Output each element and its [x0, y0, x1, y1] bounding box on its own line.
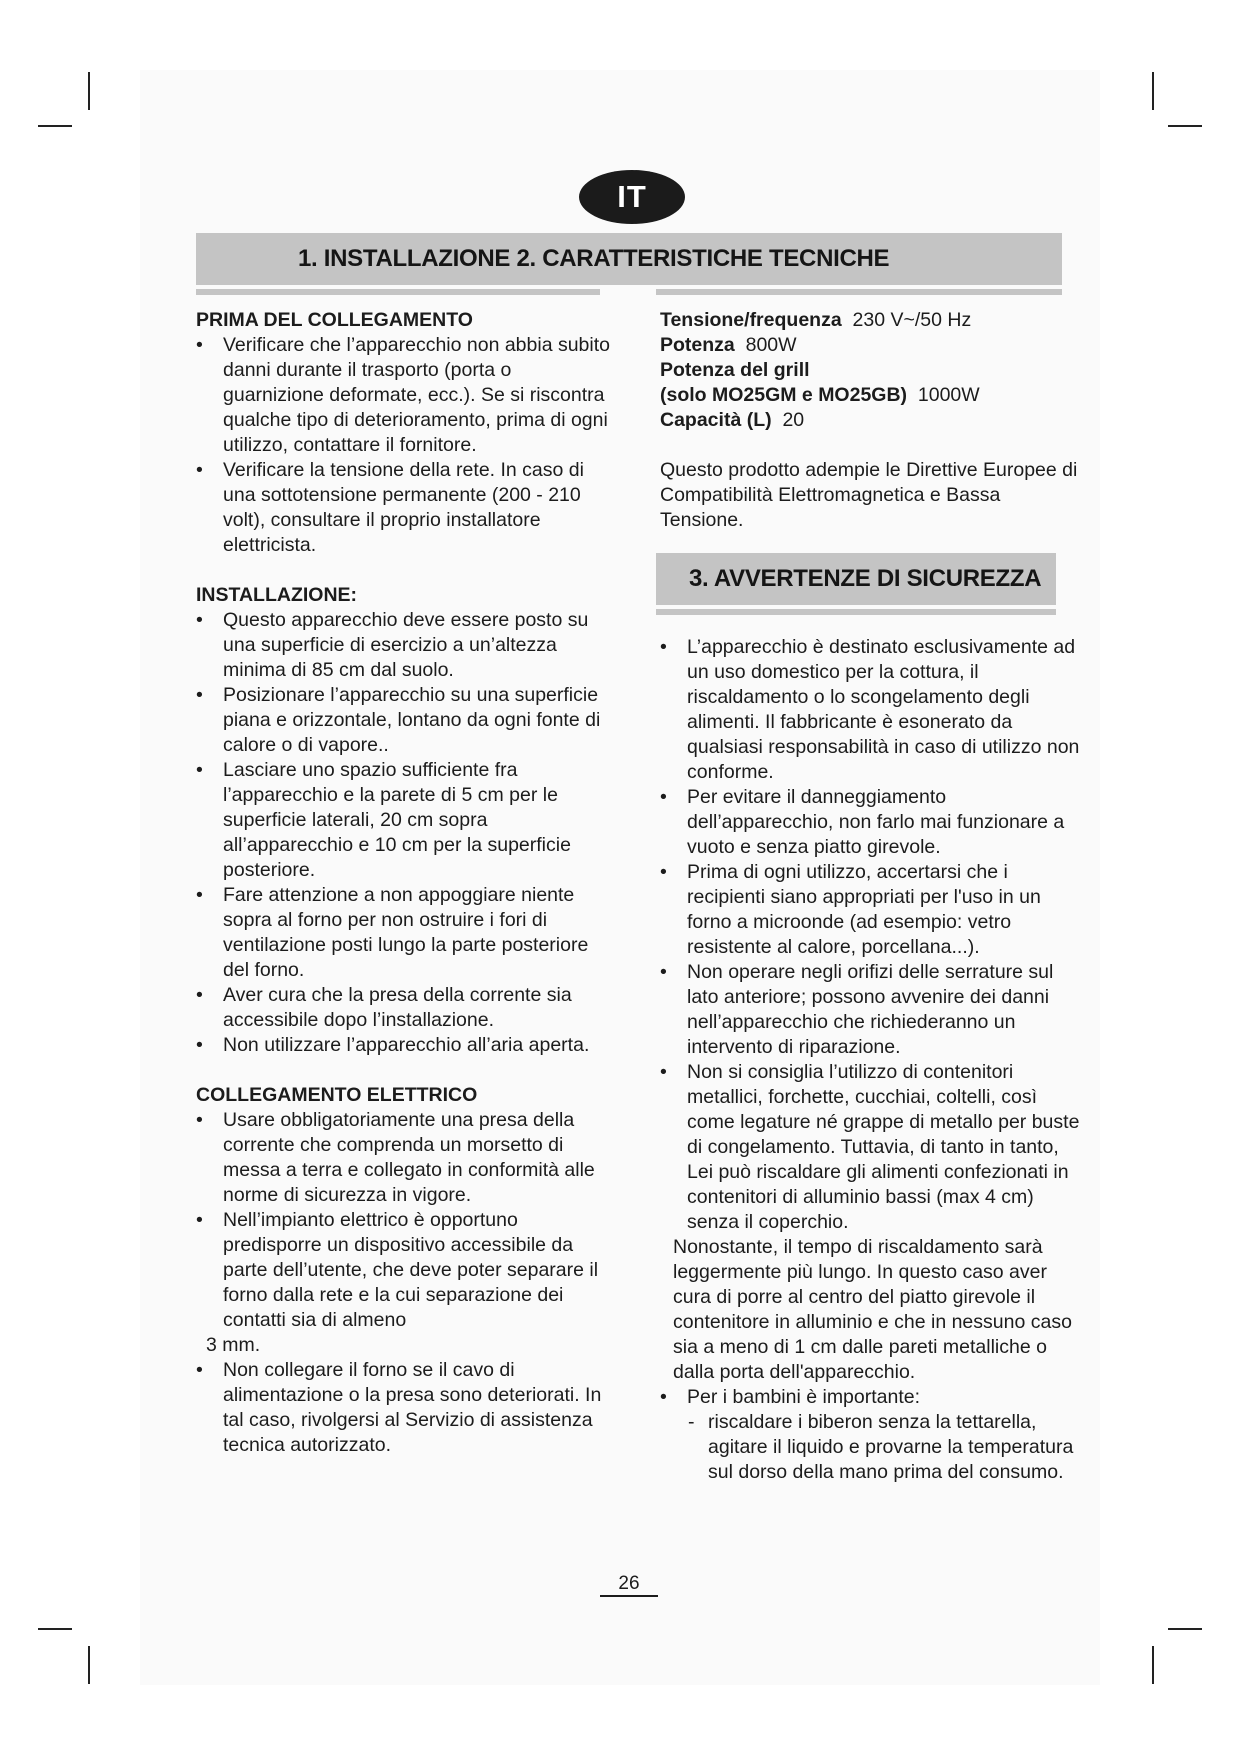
right-rule: [656, 289, 1062, 295]
safety-list: [660, 635, 1080, 1235]
page-number: 26: [600, 1573, 658, 1597]
collegamento-list: [196, 1108, 616, 1333]
safety-list-2: [660, 1385, 1080, 1410]
installazione-list: [196, 608, 616, 1058]
list-item: • L’apparecchio è destinato esclusivamente ad un uso domestico per la cottura, il riscaldamento o lo scongelamento degli alimenti. Il fabbricante è esonerato da qualsiasi responsabilità in caso di utilizzo non conforme.: [660, 635, 1080, 785]
left-rule: [196, 289, 600, 295]
crop-mark: [38, 1628, 72, 1630]
safety-rule: [656, 609, 1056, 615]
spec-grill-models: [660, 383, 1080, 408]
directive-text: Questo prodotto adempie le Direttive Europee di Compatibilità Elettromagnetica e Bassa Tensione.: [660, 459, 1078, 531]
spec-voltage-value: 230 V~/50 Hz: [852, 309, 972, 331]
spec-capacity-label: Capacità (L): [660, 409, 772, 431]
prima-heading: PRIMA DEL COLLEGAMENTO: [196, 309, 473, 331]
list-item: • Non si consiglia l’utilizzo di contenitori metallici, forchette, cucchiai, coltelli, così come legature né grappe di metallo per buste di congelamento. Tuttavia, di tanto in tanto, Lei può riscaldare gli alimenti confezionati in contenitori di alluminio bassi (max 4 cm) senza il coperchio.: [660, 1060, 1080, 1235]
collegamento-list-2: [196, 1358, 616, 1458]
list-item: • Prima di ogni utilizzo, accertarsi che i recipienti siano appropriati per l'uso in un forno a microonde (ad esempio: vetro resistente al calore, porcellana...).: [660, 860, 1080, 960]
list-item: • Nell’impianto elettrico è opportuno predisporre un dispositivo accessibile da parte dell’utente, che deve poter separare il forno dalla rete e la cui separazione dei contatti sia di almeno: [196, 1208, 616, 1333]
list-item: • Non utilizzare l’apparecchio all’aria aperta.: [196, 1033, 616, 1058]
installazione-section: [196, 583, 616, 1058]
spec-capacity: [660, 408, 1080, 433]
left-column: [196, 308, 616, 1483]
spec-voltage-label: Tensione/frequenza: [660, 309, 842, 331]
installazione-heading: INSTALLAZIONE:: [196, 584, 358, 606]
list-item: • Aver cura che la presa della corrente sia accessibile dopo l’installazione.: [196, 983, 616, 1033]
spec-grill: [660, 358, 1080, 383]
crop-mark: [1152, 72, 1154, 110]
crop-mark: [88, 1646, 90, 1684]
list-item: • Questo apparecchio deve essere posto su una superficie di esercizio a un’altezza minima di 85 cm dal suolo.: [196, 608, 616, 683]
list-item: • Fare attenzione a non appoggiare niente sopra al forno per non ostruire i fori di ventilazione posti lungo la parte posteriore del forno.: [196, 883, 616, 983]
list-item-continuation: 3 mm.: [206, 1334, 261, 1356]
language-badge: IT: [579, 170, 685, 224]
list-item-continuation: Nonostante, il tempo di riscaldamento sarà leggermente più lungo. In questo caso aver cura di porre al centro del piatto girevole il contenitore in alluminio e che in nessuno caso sia a meno di 1 cm dalle pareti metalliche o dalla porta dell'apparecchio.: [673, 1236, 1072, 1383]
crop-mark: [1168, 125, 1202, 127]
crop-mark: [88, 72, 90, 110]
list-item: • Per evitare il danneggiamento dell’apparecchio, non farlo mai funzionare a vuoto e senza piatto girevole.: [660, 785, 1080, 860]
safety-section-title: 3. AVVERTENZE DI SICUREZZA: [689, 565, 1042, 592]
list-item: • Posizionare l’apparecchio su una superficie piana e orizzontale, lontano da ogni fonte di calore o di vapore..: [196, 683, 616, 758]
safety-column: [660, 635, 1080, 1485]
list-item: • Per i bambini è importante:: [660, 1385, 1080, 1410]
specs-column: [660, 308, 1080, 533]
sub-list-item: [660, 1410, 1080, 1485]
crop-mark: [1152, 1646, 1154, 1684]
spec-grill-value: 1000W: [917, 384, 980, 406]
list-item: • Verificare che l’apparecchio non abbia subito danni durante il trasporto (porta o guarnizione deformate, ecc.). Se si riscontra qualche tipo di deterioramento, prima di ogni utilizzo, contattare il fornitore.: [196, 333, 616, 458]
spec-grill-models-label: (solo MO25GM e MO25GB): [660, 384, 908, 406]
spec-power: [660, 333, 1080, 358]
list-item: • Usare obbligatoriamente una presa della corrente che comprenda un morsetto di messa a terra e collegato in conformità alle norme di sicurezza in vigore.: [196, 1108, 616, 1208]
sub-list-text: riscaldare i biberon senza la tettarella, agitare il liquido e provarne la temperatura sul dorso della mano prima del consumo.: [708, 1411, 1074, 1483]
main-section-title: 1. INSTALLAZIONE 2. CARATTERISTICHE TECNICHE: [298, 245, 890, 272]
spec-power-label: Potenza: [660, 334, 735, 356]
prima-section: [196, 308, 616, 558]
spec-power-value: 800W: [745, 334, 797, 356]
spec-voltage: [660, 308, 1080, 333]
spec-capacity-value: 20: [782, 409, 805, 431]
collegamento-section: [196, 1083, 616, 1458]
main-section-header: [196, 233, 1062, 285]
safety-section-header: [656, 553, 1056, 605]
prima-list: [196, 333, 616, 558]
list-item: • Lasciare uno spazio sufficiente fra l’apparecchio e la parete di 5 cm per le superficie laterali, 20 cm sopra all’apparecchio e 10 cm per la superficie posteriore.: [196, 758, 616, 883]
collegamento-heading: COLLEGAMENTO ELETTRICO: [196, 1084, 478, 1106]
list-item: • Non collegare il forno se il cavo di alimentazione o la presa sono deteriorati. In tal caso, rivolgersi al Servizio di assistenza tecnica autorizzato.: [196, 1358, 616, 1458]
sub-list-dash: -: [688, 1411, 695, 1433]
list-item: • Verificare la tensione della rete. In caso di una sottotensione permanente (200 - 210 volt), consultare il proprio installatore elettricista.: [196, 458, 616, 558]
crop-mark: [1168, 1628, 1202, 1630]
crop-mark: [38, 125, 72, 127]
list-item: • Non operare negli orifizi delle serrature sul lato anteriore; possono avvenire dei danni nell’apparecchio che richiederanno un intervento di riparazione.: [660, 960, 1080, 1060]
spec-grill-label: Potenza del grill: [660, 359, 810, 381]
